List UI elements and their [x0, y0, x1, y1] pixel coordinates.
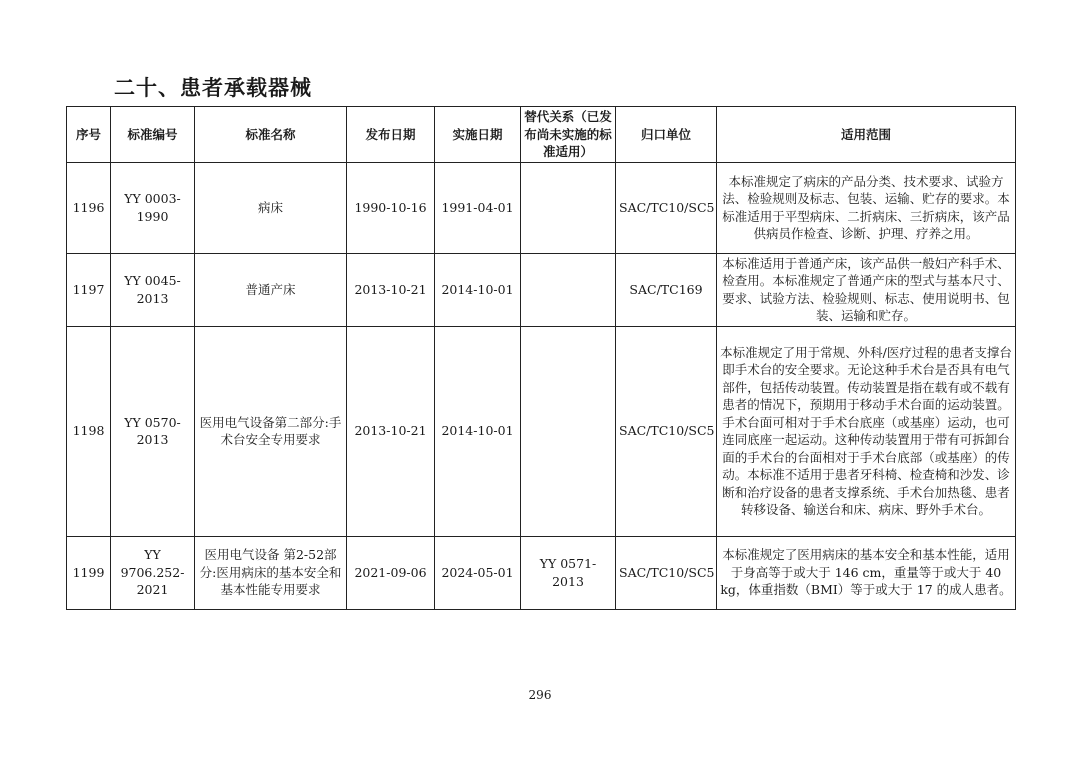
- cell-code: YY 9706.252-2021: [111, 536, 195, 609]
- cell-scope: 本标准适用于普通产床，该产品供一般妇产科手术、检查用。本标准规定了普通产床的型式与基本尺寸、要求、试验方法、检验规则、标志、使用说明书、包装、运输和贮存。: [717, 253, 1016, 326]
- table-row: [67, 162, 1016, 253]
- header-authority: 归口单位: [616, 107, 717, 163]
- cell-scope: 本标准规定了用于常规、外科/医疗过程的患者支撑台即手术台的安全要求。无论这种手术台是否具有电气部件，包括传动装置。传动装置是指在载有或不载有患者的情况下，预期用于移动手术台面的运动装置。手术台面可相对于手术台底座（或基座）运动，也可连同底座一起运动。这种传动装置用于带有可拆卸台面的手术台的台面相对于手术台底部（或基座）的传动。本标准不适用于患者牙科椅、检查椅和沙发、诊断和治疗设备的患者支撑系统、手术台加热毯、患者转移设备、输送台和床、病床、野外手术台。: [717, 326, 1016, 536]
- standards-table: [66, 106, 1016, 610]
- cell-scope: 本标准规定了医用病床的基本安全和基本性能，适用于身高等于或大于 146 cm，重量等于或大于 40 kg，体重指数（BMI）等于或大于 17 的成人患者。: [717, 536, 1016, 609]
- table-header-row: [67, 107, 1016, 163]
- cell-published: 2013-10-21: [347, 253, 435, 326]
- cell-authority: SAC/TC10/SC5: [616, 162, 717, 253]
- cell-effective: 2014-10-01: [435, 253, 521, 326]
- cell-effective: 2014-10-01: [435, 326, 521, 536]
- header-published: 发布日期: [347, 107, 435, 163]
- cell-scope: 本标准规定了病床的产品分类、技术要求、试验方法、检验规则及标志、包装、运输、贮存的要求。本标准适用于平型病床、二折病床、三折病床，该产品供病员作检查、诊断、护理、疗养之用。: [717, 162, 1016, 253]
- cell-published: 1990-10-16: [347, 162, 435, 253]
- cell-code: YY 0045-2013: [111, 253, 195, 326]
- cell-name: 普通产床: [195, 253, 347, 326]
- table-row: [67, 536, 1016, 609]
- cell-replaces: [521, 326, 616, 536]
- table-row: [67, 253, 1016, 326]
- cell-authority: SAC/TC10/SC5: [616, 536, 717, 609]
- cell-name: 医用电气设备 第2-52部分:医用病床的基本安全和基本性能专用要求: [195, 536, 347, 609]
- cell-replaces: [521, 253, 616, 326]
- cell-name: 病床: [195, 162, 347, 253]
- cell-authority: SAC/TC169: [616, 253, 717, 326]
- header-seq: 序号: [67, 107, 111, 163]
- section-title: 二十、患者承载器械: [114, 76, 312, 100]
- header-scope: 适用范围: [717, 107, 1016, 163]
- cell-replaces: [521, 162, 616, 253]
- cell-seq: 1197: [67, 253, 111, 326]
- cell-authority: SAC/TC10/SC5: [616, 326, 717, 536]
- header-code: 标准编号: [111, 107, 195, 163]
- cell-seq: 1196: [67, 162, 111, 253]
- cell-seq: 1198: [67, 326, 111, 536]
- header-effective: 实施日期: [435, 107, 521, 163]
- header-replaces: 替代关系（已发布尚未实施的标准适用）: [521, 107, 616, 163]
- cell-effective: 1991-04-01: [435, 162, 521, 253]
- cell-replaces: YY 0571-2013: [521, 536, 616, 609]
- cell-published: 2021-09-06: [347, 536, 435, 609]
- cell-effective: 2024-05-01: [435, 536, 521, 609]
- page-number: 296: [528, 688, 552, 702]
- cell-code: YY 0003-1990: [111, 162, 195, 253]
- table-row: [67, 326, 1016, 536]
- header-name: 标准名称: [195, 107, 347, 163]
- cell-published: 2013-10-21: [347, 326, 435, 536]
- cell-seq: 1199: [67, 536, 111, 609]
- cell-name: 医用电气设备第二部分:手术台安全专用要求: [195, 326, 347, 536]
- cell-code: YY 0570-2013: [111, 326, 195, 536]
